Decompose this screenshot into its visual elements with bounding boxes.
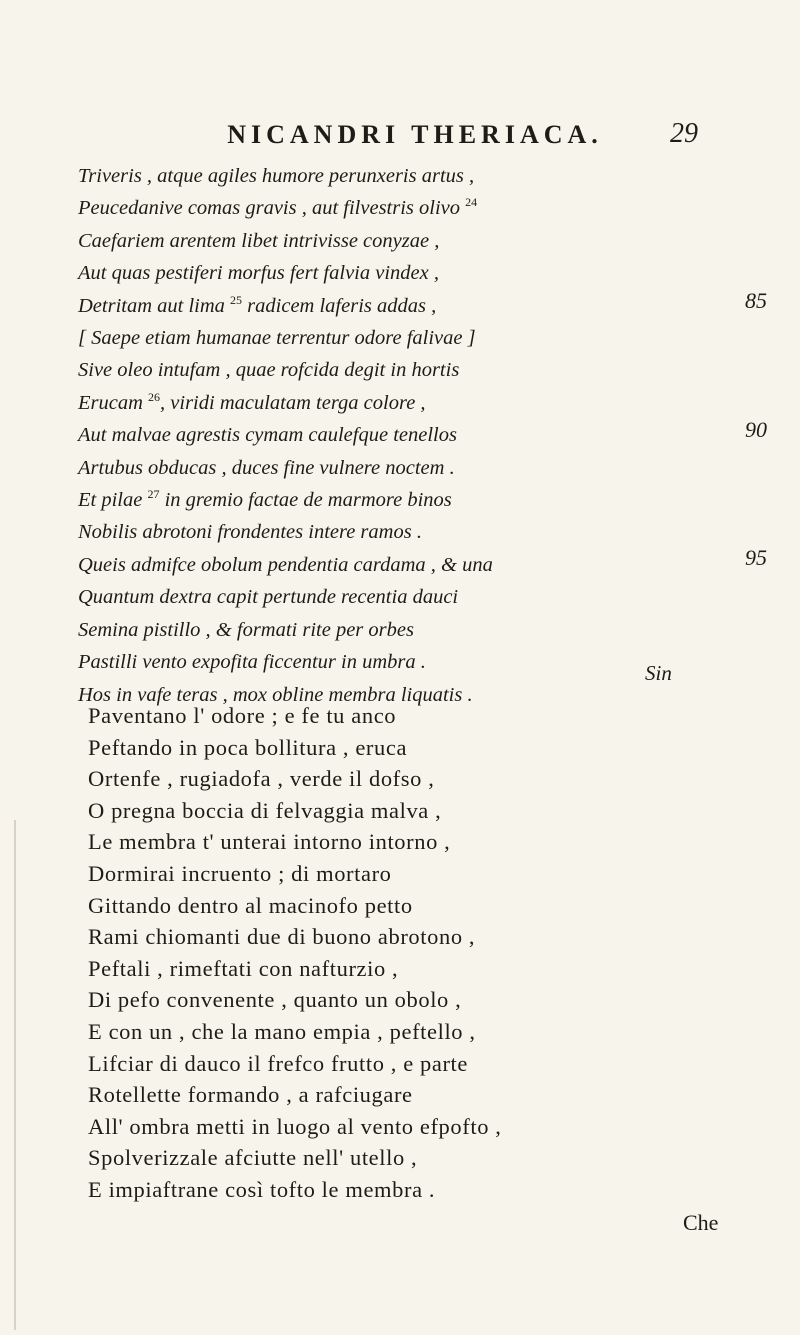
latin-line: Queis admifce obolum pendentia cardama , & una (78, 553, 493, 576)
italian-line: E con un , che la mano empia , peftello , (88, 1018, 476, 1044)
line-number-95: 95 (745, 545, 767, 570)
latin-line: Aut malvae agrestis cymam caulefque tenellos (78, 424, 457, 447)
latin-line: Nobilis abrotoni frondentes intere ramos . (78, 521, 422, 544)
latin-line: Et pilae $^{27}$ in gremio factae de marmore binos (78, 487, 452, 512)
italian-line: Rotellette formando , a rafciugare (88, 1082, 413, 1108)
footnote-marker: 26 (148, 390, 161, 405)
italian-line: Rami chiomanti due di buono abrotono , (88, 924, 476, 950)
italian-line: Ortenfe , rugiadofa , verde il dofso , (88, 766, 435, 792)
latin-line: Hos in vafe teras , mox obline membra liquatis . (78, 683, 473, 706)
italian-translation-block (88, 700, 768, 1206)
italian-line: O pregna boccia di felvaggia malva , (88, 797, 442, 823)
italian-line: Gittando dentro al macinofo petto (88, 892, 413, 918)
running-title: NICANDRI THERIACA. (227, 120, 603, 149)
latin-catchword: Sin (645, 661, 672, 685)
footnote-marker: 24 (465, 195, 478, 210)
line-number-90: 90 (745, 417, 767, 442)
latin-line: Peucedanive comas gravis , aut filvestris olivo $^{24}$ (78, 195, 478, 220)
italian-line: E impiaftrane così tofto le membra . (88, 1176, 436, 1202)
italian-line: Paventano l' odore ; e fe tu anco (88, 703, 397, 728)
latin-line: Pastilli vento expofita ficcentur in umbra . (78, 651, 426, 674)
footnote-marker: 27 (147, 487, 160, 502)
latin-line: Detritam aut lima $^{25}$ radicem laferis addas , (78, 292, 437, 317)
latin-line: Semina pistillo , & formati rite per orbes (78, 618, 414, 641)
italian-line: Di pefo convenente , quanto un obolo , (88, 987, 462, 1013)
italian-catchword: Che (683, 1210, 719, 1235)
latin-line: Sive oleo intufam , quae rofcida degit in hortis (78, 359, 460, 382)
page-number: 29 (670, 118, 698, 149)
page-edge-shadow (14, 820, 16, 1330)
latin-verse-block (78, 160, 738, 711)
footnote-marker: 25 (230, 292, 243, 307)
italian-line: Dormirai incruento ; di mortaro (88, 860, 392, 886)
latin-line: [ Saepe etiam humanae terrentur odore falivae ] (78, 327, 476, 350)
italian-line: Peftali , rimeftati con nafturzio , (88, 955, 399, 981)
latin-line: Quantum dextra capit pertunde recentia dauci (78, 586, 459, 609)
italian-line: Le membra t' unterai intorno intorno , (88, 829, 451, 855)
line-number-85: 85 (745, 288, 767, 313)
latin-line: Erucam $^{26}$, viridi maculatam terga colore , (78, 390, 426, 414)
italian-line: Lifciar di dauco il frefco frutto , e parte (88, 1050, 468, 1076)
latin-line: Caefariem arentem libet intrivisse conyzae , (78, 229, 440, 252)
latin-line: Artubus obducas , duces fine vulnere noctem . (78, 456, 455, 479)
latin-line: Triveris , atque agiles humore perunxeris artus , (78, 165, 475, 187)
latin-line: Aut quas pestiferi morfus fert falvia vindex , (78, 262, 439, 285)
italian-line: Spolverizzale afciutte nell' utello , (88, 1145, 418, 1171)
italian-line: Peftando in poca bollitura , eruca (88, 734, 408, 760)
italian-line: All' ombra metti in luogo al vento efpofto , (88, 1113, 502, 1139)
